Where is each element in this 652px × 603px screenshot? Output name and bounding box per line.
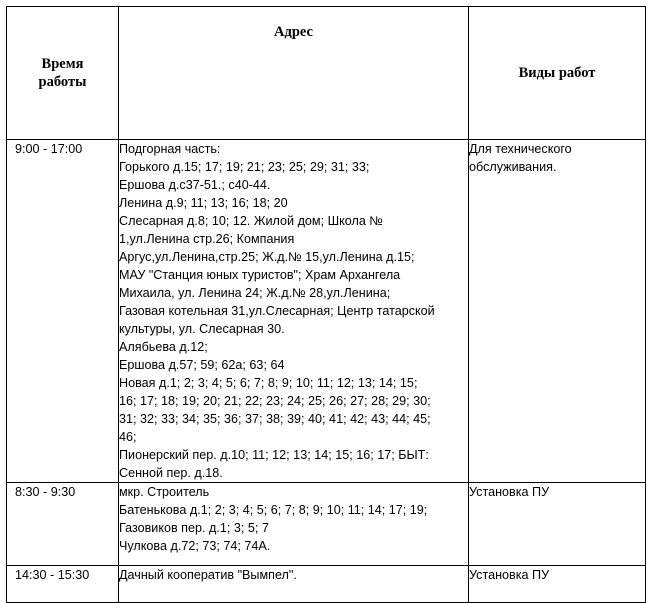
table-row xyxy=(7,566,646,603)
address-line: Сенной пер. д.18. xyxy=(119,466,223,480)
table-row xyxy=(7,483,646,566)
address-line: культуры, ул. Слесарная 30. xyxy=(119,322,285,336)
address-cell xyxy=(119,566,469,603)
header-time-line: Время xyxy=(41,56,84,72)
address-cell xyxy=(119,140,469,483)
address-cell xyxy=(119,483,469,566)
address-line: Новая д.1; 2; 3; 4; 5; 6; 7; 8; 9; 10; 11; 12; 13; 14; 15; xyxy=(119,376,418,390)
address-line: Ленина д.9; 11; 13; 16; 18; 20 xyxy=(119,196,288,210)
work-type-cell xyxy=(469,140,646,483)
address-line: Горького д.15; 17; 19; 21; 23; 25; 29; 31; 33; xyxy=(119,160,370,174)
address-line: Ершова д.с37-51.; с40-44. xyxy=(119,178,271,192)
header-time xyxy=(7,7,119,140)
header-row xyxy=(7,7,646,140)
address-line: МАУ "Станция юных туристов"; Храм Архангела xyxy=(119,268,401,282)
address-line: Аргус,ул.Ленина,стр.25; Ж.д.№ 15,ул.Ленина д.15; xyxy=(119,250,415,264)
time-cell: 8:30 - 9:30 xyxy=(7,483,119,566)
address-line: Алябьева д.12; xyxy=(119,340,208,354)
outage-schedule-table xyxy=(6,6,646,603)
work-type-cell xyxy=(469,566,646,603)
address-line: Михаила, ул. Ленина 24; Ж.д.№ 28,ул.Ленина; xyxy=(119,286,391,300)
address-line: Дачный кооператив "Вымпел". xyxy=(119,568,297,582)
address-line: Слесарная д.8; 10; 12. Жилой дом; Школа № xyxy=(119,214,383,228)
header-work-type: Виды работ xyxy=(469,7,646,140)
address-line: Подгорная часть: xyxy=(119,142,221,156)
address-line: 16; 17; 18; 19; 20; 21; 22; 23; 24; 25; 26; 27; 28; 29; 30; xyxy=(119,394,431,408)
time-cell: 14:30 - 15:30 xyxy=(7,566,119,603)
work-type-line: Установка ПУ xyxy=(469,485,550,499)
address-line: Чулкова д.72; 73; 74; 74А. xyxy=(119,539,271,553)
address-line: 46; xyxy=(119,430,137,444)
address-line: Ершова д.57; 59; 62а; 63; 64 xyxy=(119,358,285,372)
time-cell: 9:00 - 17:00 xyxy=(7,140,119,483)
address-line: Газовиков пер. д.1; 3; 5; 7 xyxy=(119,521,269,535)
address-line: мкр. Строитель xyxy=(119,485,210,499)
address-line: 1,ул.Ленина стр.26; Компания xyxy=(119,232,295,246)
work-type-line: Установка ПУ xyxy=(469,568,550,582)
address-line: Пионерский пер. д.10; 11; 12; 13; 14; 15; 16; 17; БЫТ: xyxy=(119,448,429,462)
work-type-line: обслуживания. xyxy=(469,160,557,174)
header-time-line: работы xyxy=(38,74,87,90)
address-line: 31; 32; 33; 34; 35; 36; 37; 38; 39; 40; 41; 42; 43; 44; 45; xyxy=(119,412,431,426)
work-type-line: Для технического xyxy=(469,142,572,156)
address-line: Газовая котельная 31,ул.Слесарная; Центр татарской xyxy=(119,304,435,318)
work-type-cell xyxy=(469,483,646,566)
header-address: Адрес xyxy=(119,7,469,140)
table-row xyxy=(7,140,646,483)
address-line: Батенькова д.1; 2; 3; 4; 5; 6; 7; 8; 9; 10; 11; 14; 17; 19; xyxy=(119,503,428,517)
